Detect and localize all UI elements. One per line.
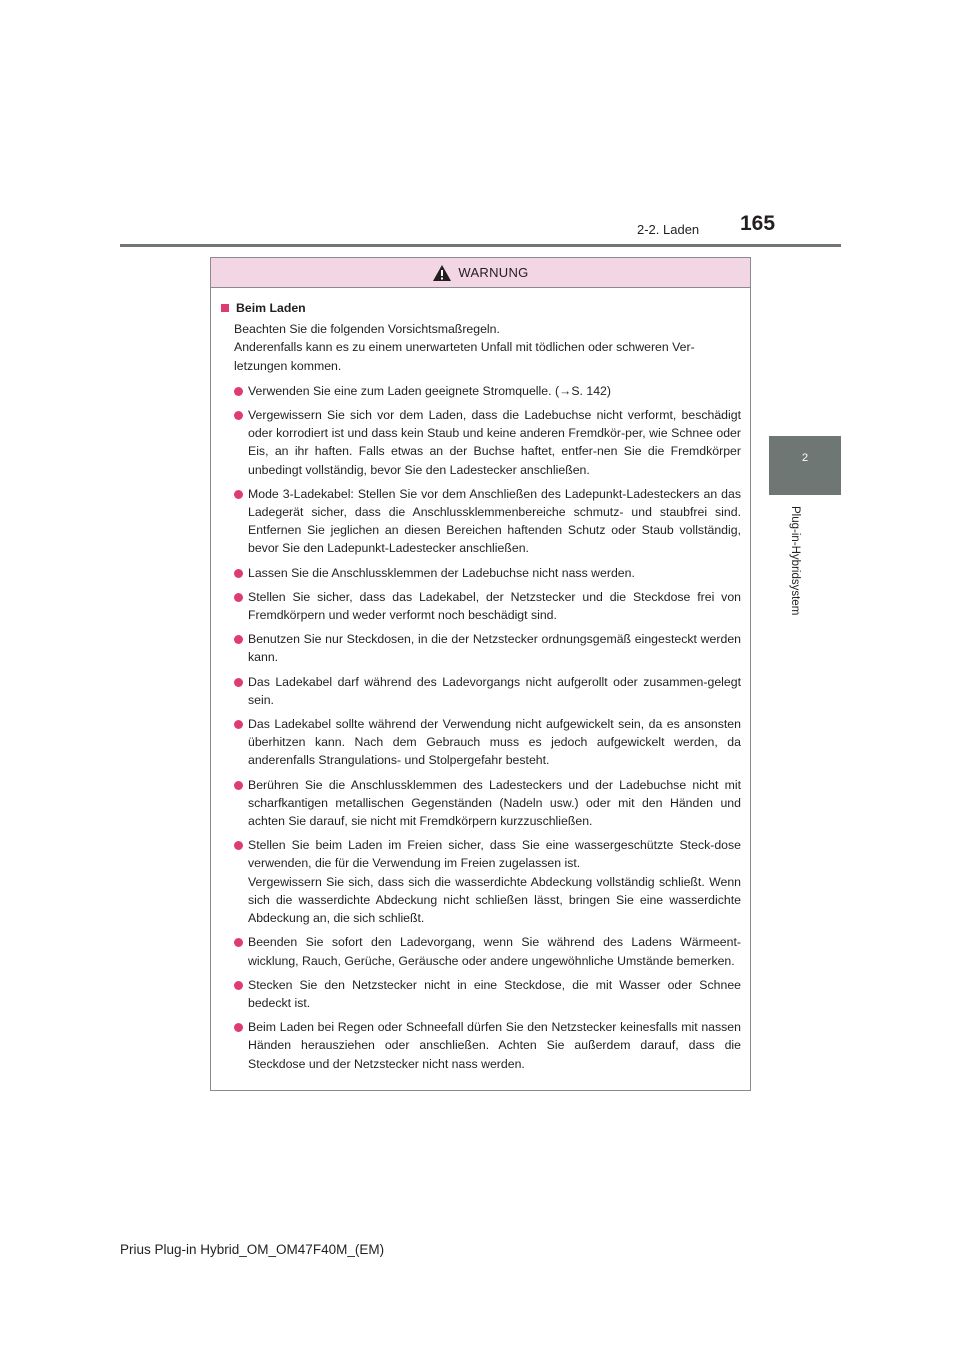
list-item (234, 933, 741, 969)
section-heading-text: Beim Laden (236, 301, 306, 315)
list-item-text: Stecken Sie den Netzstecker nicht in eine Steckdose, die mit Wasser oder Schnee bedeckt ist. (248, 977, 741, 1010)
list-item (234, 382, 741, 400)
list-item (234, 564, 741, 582)
footer-document-id: Prius Plug-in Hybrid_OM_OM47F40M_(EM) (120, 1242, 385, 1257)
list-item-text: Mode 3-Ladekabel: Stellen Sie vor dem Anschließen des Ladepunkt-Ladesteckers an das Ladegerät sicher, dass die Anschlussklemmenbereiche schmutz- und staubfrei sind. Entfernen Sie jeglichen an diesen Bereichen haftenden Schutz oder Staub vollständig, bevor Sie den Ladepunkt-Ladestecker anschließen. (248, 486, 741, 556)
intro-text (221, 320, 741, 375)
bullet-dot-icon (234, 569, 243, 578)
bullet-dot-icon (234, 981, 243, 990)
list-item (234, 588, 741, 624)
warning-list (221, 382, 741, 1073)
bullet-dot-icon (234, 635, 243, 644)
chapter-tab (769, 436, 841, 495)
list-item (234, 976, 741, 1012)
list-item-text: Lassen Sie die Anschlussklemmen der Ladebuchse nicht nass werden. (248, 565, 635, 580)
list-item-text: Verwenden Sie eine zum Laden geeignete Stromquelle. (→S. 142) (248, 383, 611, 398)
list-item-text: Vergewissern Sie sich, dass sich die wasserdichte Abdeckung vollständig schließt. Wenn sich die wasserdichte Abdeckung nicht schließen lässt, bringen Sie eine wasserdichte Abdeckung an, die sich schließt. (248, 874, 741, 926)
chapter-label: Plug-in-Hybridsystem (789, 506, 801, 616)
list-item-text: Vergewissern Sie sich vor dem Laden, dass die Ladebuchse nicht verformt, beschädigt oder korrodiert ist und dass kein Staub und keine anderen Fremdkör-per, wie Schnee oder Eis, an ihr haften. Falls etwas an der Buchse haftet, entfer-nen Sie die Fremdkörper unbedingt vollständig, bevor Sie den Ladestecker anschließen. (248, 408, 741, 477)
list-item (234, 673, 741, 709)
square-bullet-icon (221, 304, 229, 312)
bullet-dot-icon (234, 678, 243, 687)
warning-box (210, 257, 751, 1091)
list-item-text: Das Ladekabel darf während des Ladevorgangs nicht aufgerollt oder zusammen-gelegt sein. (248, 674, 741, 707)
list-item (234, 836, 741, 927)
list-item-text: Stellen Sie beim Laden im Freien sicher, dass Sie eine wassergeschützte Steck-dose verwenden, die für die Verwendung im Freien zugelassen ist. (248, 838, 741, 871)
list-item (234, 715, 741, 770)
list-item (234, 406, 741, 479)
bullet-dot-icon (234, 841, 243, 850)
list-item-text: Berühren Sie die Anschlussklemmen des Ladesteckers und der Ladebuchse nicht mit scharfkantigen metallischen Gegenständen (Nadeln usw.) oder mit den Händen und achten Sie darauf, sie nicht mit Fremdkörpern kurzzuschließen. (248, 777, 741, 829)
bullet-dot-icon (234, 938, 243, 947)
warning-body (211, 288, 750, 1073)
bullet-dot-icon (234, 490, 243, 499)
bullet-dot-icon (234, 720, 243, 729)
warning-title: WARNUNG (458, 265, 529, 280)
bullet-dot-icon (234, 1023, 243, 1032)
list-item-text: Benutzen Sie nur Steckdosen, in die der Netzstecker ordnungsgemäß eingesteckt werden kann. (248, 632, 741, 665)
section-heading (221, 299, 741, 317)
list-item (234, 1018, 741, 1073)
page-number: 165 (740, 212, 776, 235)
list-item-text: Beenden Sie sofort den Ladevorgang, wenn Sie während des Ladens Wärmeent-wicklung, Rauch, Gerüche, Geräusche oder andere ungewöhnliche Umstände bemerken. (248, 935, 741, 968)
list-item (234, 485, 741, 558)
warning-header (211, 258, 750, 288)
bullet-dot-icon (234, 781, 243, 790)
list-item-text: Stellen Sie sicher, dass das Ladekabel, der Netzstecker und die Steckdose frei von Fremdkörpern und weder verformt noch beschädigt sind. (248, 589, 741, 623)
list-item (234, 630, 741, 666)
chapter-number: 2 (801, 452, 809, 464)
intro-line: Beachten Sie die folgenden Vorsichtsmaßregeln. (234, 322, 500, 337)
intro-line: Anderenfalls kann es zu einem unerwarteten Unfall mit tödlichen oder schweren Ver-letzungen kommen. (234, 340, 695, 373)
bullet-dot-icon (234, 387, 243, 396)
header-divider (120, 244, 841, 247)
section-title: 2-2. Laden (637, 222, 700, 237)
list-item-text: Beim Laden bei Regen oder Schneefall dürfen Sie den Netzstecker keinesfalls mit nassen Händen herausziehen oder anschließen. Achten Sie außerdem darauf, dass die Steckdose und der Netzstecker nicht nass werden. (248, 1020, 741, 1071)
list-item (234, 776, 741, 831)
warning-triangle-icon (432, 264, 452, 282)
bullet-dot-icon (234, 411, 243, 420)
list-item-text: Das Ladekabel sollte während der Verwendung nicht aufgewickelt sein, da es ansonsten überhitzen kann. Nach dem Gebrauch muss es jedoch aufgewickelt werden, da anderenfalls Strangulations- und Stolpergefahr besteht. (248, 717, 741, 768)
bullet-dot-icon (234, 593, 243, 602)
